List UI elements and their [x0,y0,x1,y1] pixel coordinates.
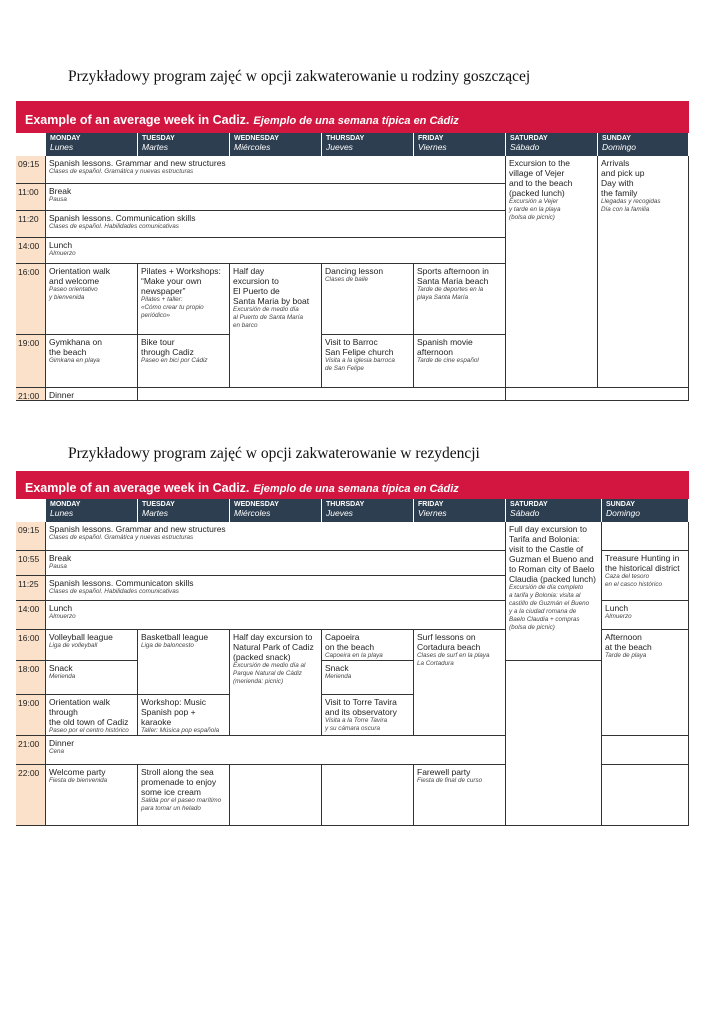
schedule-banner [16,101,689,133]
header-corner [16,499,46,522]
activity-title: Workshop: Music Spanish pop + karaoke [141,697,207,727]
activity-cell [46,184,506,211]
activity-title: Capoeira on the beach [325,632,375,652]
time-slot: 22:00 [16,765,46,826]
activity-cell [46,211,506,238]
time-slot: 21:00 [16,388,46,401]
activity-cell [602,551,689,601]
activity-subtitle: Tarde de playa [605,652,647,659]
day-header-1 [138,133,230,156]
activity-subtitle: Liga de baloncesto [141,642,194,649]
activity-cell [46,388,138,401]
day-name-en: MONDAY [50,135,81,142]
time-slot: 11:25 [16,576,46,601]
schedule-host-family [16,101,689,413]
heading-host-family: Przykładowy program zajęć w opcji zakwaterowanie u rodziny goszczącej [68,68,531,85]
activity-title: Full day excursion to Tarifa and Bolonia: visit to the Castle of Guzman el Bueno and to Roman city of Baelo Claudia (packed lunch) [509,524,596,584]
activity-cell [602,765,689,826]
activity-subtitle: Cena [49,748,65,755]
activity-title: Pilates + Workshops: “Make your own newspaper” [141,266,221,296]
activity-cell [46,736,506,765]
day-name-es: Lunes [50,508,74,518]
activity-title: Stroll along the sea promenade to enjoy some ice cream [141,767,217,797]
time-slot: 19:00 [16,695,46,736]
activity-subtitle [49,400,134,401]
banner-subtitle: Ejemplo de una semana típica en Cádiz [253,483,459,495]
day-header-6 [598,133,689,156]
day-name-en: FRIDAY [418,135,444,142]
activity-title: Basketball league [141,632,209,642]
day-name-es: Lunes [50,142,74,152]
activity-cell [602,736,689,765]
day-name-en: THURSDAY [326,135,365,142]
activity-subtitle: Liga de volleyball [49,642,98,649]
activity-title: Surf lessons on Cortadura beach [417,632,481,652]
activity-cell [46,661,138,695]
activity-cell [230,630,322,736]
activity-title: Treasure Hunting in the historical district [605,553,680,573]
activity-subtitle: Tarde de cine español [417,357,479,364]
day-header-5 [506,499,602,522]
banner-title: Example of an average week in Cadiz. [25,481,250,495]
time-slot: 16:00 [16,264,46,335]
activity-subtitle: Gimkana en playa [49,357,100,364]
activity-cell [138,695,230,736]
activity-cell [230,264,322,388]
activity-cell [322,765,414,826]
activity-cell [602,630,689,736]
activity-title: Lunch [49,240,73,250]
activity-cell [322,335,414,388]
day-name-es: Sábado [510,508,540,518]
activity-cell [414,264,506,335]
activity-cell [414,335,506,388]
activity-subtitle: Visita a la Torre Tavira y su cámara oscura [325,717,388,732]
activity-title: Welcome party [49,767,106,777]
activity-subtitle: Clases de español. Habilidades comunicativas [49,223,179,230]
activity-cell [138,765,230,826]
activity-cell [138,264,230,335]
activity-subtitle: Excursión de medio día al Parque Natural de Cádiz (merienda: picnic) [233,662,306,685]
activity-title: Dinner [49,738,75,748]
time-slot: 18:00 [16,661,46,695]
day-name-es: Jueves [326,508,353,518]
activity-subtitle: Excursión de día completo a tarifa y Bolonia: visita al castillo de Guzmán el Bueno y a la ciudad romana de Baelo Claudia + compras (bolsa de picnic) [509,584,590,631]
activity-cell [230,765,322,826]
activity-cell [322,695,414,736]
activity-subtitle: Clases de español. Gramática y nuevas estructuras [49,534,194,541]
activity-title: Dancing lesson [325,266,384,276]
day-header-6 [602,499,689,522]
activity-cell [414,765,506,826]
activity-title: Spanish lessons. Grammar and new structures [49,524,226,534]
day-header-1 [138,499,230,522]
activity-title: Spanish lessons. Grammar and new structures [49,158,226,168]
activity-title: Visit to Torre Tavira and its observatory [325,697,397,717]
activity-cell [602,522,689,551]
time-slot: 11:20 [16,211,46,238]
activity-subtitle: Pilates + taller: «Cómo crear tu propio periódico» [141,296,204,319]
day-header-2 [230,499,322,522]
day-name-es: Domingo [602,142,637,152]
time-slot: 09:15 [16,522,46,551]
banner-subtitle: Ejemplo de una semana típica en Cádiz [253,115,459,127]
activity-title: Afternoon at the beach [605,632,652,652]
activity-cell [506,388,689,401]
day-name-en: WEDNESDAY [234,135,279,142]
day-header-2 [230,133,322,156]
time-slot: 14:00 [16,601,46,630]
activity-cell [506,522,602,661]
activity-title: Break [49,186,72,196]
day-name-es: Sábado [510,142,540,152]
day-name-es: Martes [142,142,168,152]
day-name-en: FRIDAY [418,501,444,508]
activity-title: Volleyball league [49,632,113,642]
day-name-es: Jueves [326,142,353,152]
activity-cell [138,630,230,695]
day-name-en: TUESDAY [142,501,175,508]
activity-cell [138,335,230,388]
time-slot: 19:00 [16,335,46,388]
activity-title: Lunch [49,603,73,613]
day-header-4 [414,499,506,522]
activity-subtitle: Almuerzo [49,250,76,257]
day-name-en: TUESDAY [142,135,175,142]
activity-subtitle: Capoeira en la playa [325,652,383,659]
day-name-en: SATURDAY [510,501,548,508]
activity-cell [506,156,598,388]
activity-cell [46,630,138,661]
activity-cell [506,661,602,826]
activity-subtitle: Visita a la iglesia barroca de San Felipe [325,357,395,372]
activity-subtitle: Pausa [49,196,67,203]
day-name-es: Miércoles [234,142,271,152]
activity-cell [46,695,138,736]
time-slot: 09:15 [16,156,46,184]
day-header-0 [46,499,138,522]
activity-cell [46,264,138,335]
schedule-residence [16,471,689,827]
activity-cell [46,576,506,601]
activity-cell [598,156,689,388]
activity-title: Spanish lessons. Communicaton skills [49,578,194,588]
activity-title: Bike tour through Cadiz [141,337,194,357]
activity-cell [46,238,506,264]
activity-title: Orientation walk through the old town of Cadiz [49,697,129,727]
activity-cell [46,551,506,576]
schedule-banner [16,471,689,499]
heading-residence: Przykładowy program zajęć w opcji zakwaterowanie w rezydencji [68,445,480,462]
activity-cell [46,765,138,826]
activity-subtitle: Clases de español. Gramática y nuevas estructuras [49,168,194,175]
activity-subtitle: Taller: Música pop española [141,727,220,734]
activity-title: Farewell party [417,767,471,777]
activity-cell [46,335,138,388]
activity-subtitle: Paseo por el centro histórico [49,727,129,734]
day-name-es: Domingo [606,508,641,518]
activity-cell [138,388,506,401]
activity-subtitle: Clases de español. Habilidades comunicativas [49,588,179,595]
activity-subtitle: Salida por el paseo marítimo para tomar un helado [141,797,222,812]
activity-cell [46,522,506,551]
time-slot: 11:00 [16,184,46,211]
time-slot: 14:00 [16,238,46,264]
activity-title: Orientation walk and welcome [49,266,110,286]
header-corner [16,133,46,156]
day-header-5 [506,133,598,156]
day-header-4 [414,133,506,156]
day-name-es: Miércoles [234,508,271,518]
activity-cell [602,601,689,630]
activity-title: Spanish movie afternoon [417,337,473,357]
activity-title: Half day excursion to Natural Park of Cadiz (packed snack) [233,632,314,662]
activity-cell [46,601,506,630]
activity-cell [322,661,414,695]
day-name-es: Martes [142,508,168,518]
day-name-es: Viernes [418,508,447,518]
day-name-en: SUNDAY [606,501,635,508]
activity-subtitle: Merienda [49,673,76,680]
activity-title: Arrivals and pick up Day with the family [601,158,645,198]
activity-subtitle: Excursión a Vejer y tarde en la playa (bolsa de picnic) [509,198,561,221]
activity-subtitle: Tarde de deportes en la playa Santa María [417,286,484,301]
activity-cell [414,630,506,736]
activity-subtitle: Llegadas y recogidas Día con la familia [601,198,661,213]
day-name-es: Viernes [418,142,447,152]
activity-title: Gymkhana on the beach [49,337,102,357]
activity-title: Lunch [605,603,629,613]
day-name-en: SUNDAY [602,135,631,142]
activity-title: Sports afternoon in Santa Maria beach [417,266,489,286]
activity-subtitle: Merienda [325,673,352,680]
day-name-en: WEDNESDAY [234,501,279,508]
activity-cell [322,264,414,335]
day-header-3 [322,499,414,522]
activity-subtitle: Almuerzo [49,613,76,620]
activity-title: Break [49,553,72,563]
banner-title: Example of an average week in Cadiz. [25,113,250,127]
activity-subtitle: Clases de baile [325,276,369,283]
activity-subtitle: Excursión de medio día al Puerto de Santa María en barco [233,306,304,329]
activity-subtitle: Paseo en bici por Cádiz [141,357,208,364]
activity-subtitle: Caza del tesoro en el casco histórico [605,573,663,588]
time-slot: 21:00 [16,736,46,765]
day-name-en: MONDAY [50,501,81,508]
time-slot: 16:00 [16,630,46,661]
activity-title: Excursion to the village of Vejer and to the beach (packed lunch) [509,158,573,198]
time-slot: 10:55 [16,551,46,576]
activity-title: Snack [325,663,349,673]
activity-title: Visit to Barroc San Felipe church [325,337,394,357]
activity-subtitle: Fiesta de bienvenida [49,777,108,784]
activity-title: Spanish lessons. Communication skills [49,213,196,223]
activity-title: Dinner [49,390,75,400]
activity-subtitle: Pausa [49,563,67,570]
day-header-3 [322,133,414,156]
day-name-en: THURSDAY [326,501,365,508]
day-name-en: SATURDAY [510,135,548,142]
activity-cell [46,156,506,184]
activity-subtitle: Paseo orientativo y bienvenida [49,286,98,301]
day-header-0 [46,133,138,156]
activity-subtitle: Clases de surf en la playa La Cortadura [417,652,490,667]
activity-title: Snack [49,663,73,673]
activity-title: Half day excursion to El Puerto de Santa Maria by boat [233,266,310,306]
activity-cell [322,630,414,661]
activity-subtitle: Fiesta de final de curso [417,777,483,784]
activity-subtitle: Almuerzo [605,613,632,620]
